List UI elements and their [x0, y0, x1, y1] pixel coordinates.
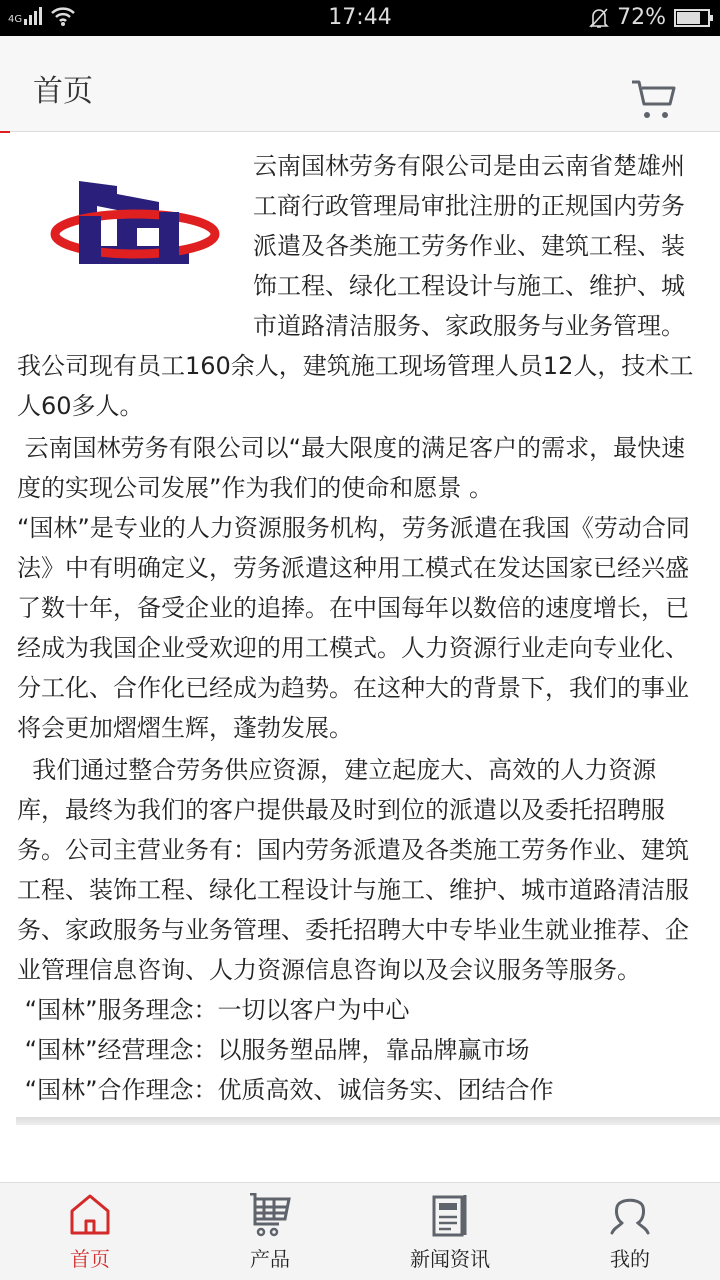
battery-icon [674, 9, 710, 27]
mission-paragraph: 云南国林劳务有限公司以“最大限度的满足客户的需求，最快速度的实现公司发展”作为我们的使命和愿景 。 [17, 434, 686, 502]
image-strip [16, 1117, 720, 1125]
about-paragraph: “国林”是专业的人力资源服务机构，劳务派遣在我国《劳动合同法》中有明确定义，劳务派遣这种用工模式在发达国家已经兴盛了数十年，备受企业的追捧。在中国每年以数倍的速度增长，已经成为我国企业受欢迎的用工模式。人力资源行业走向专业化、分工化、合作化已经成为趋势。在这种大的背景下，我们的事业将会更加熠熠生辉，蓬勃发展。 [17, 514, 690, 742]
tab-label: 产品 [250, 1247, 290, 1271]
tab-home[interactable] [0, 1183, 180, 1280]
company-intro [17, 146, 701, 1110]
bottom-tab-bar [0, 1182, 720, 1280]
network-type: 4G [8, 14, 23, 25]
bell-muted-icon [589, 7, 609, 29]
tab-products[interactable] [180, 1183, 360, 1280]
home-icon [68, 1193, 112, 1237]
tab-label: 首页 [70, 1247, 110, 1271]
battery-percent: 72% [617, 5, 666, 30]
business-paragraph: 我们通过整合劳务供应资源，建立起庞大、高效的人力资源库，最终为我们的客户提供最及时到位的派遣以及委托招聘服务。公司主营业务有：国内劳务派遣及各类施工劳务作业、建筑工程、装饰工程、绿化工程设计与施工、维护、城市道路清洁服务、家政服务与业务管理、委托招聘大中专毕业生就业推荐、企业管理信息咨询、人力资源信息咨询以及会议服务等服务。 [17, 756, 689, 984]
tab-label: 新闻资讯 [410, 1247, 490, 1271]
service-philosophy: “国林”服务理念：一切以客户为中心 [17, 996, 410, 1024]
cooperation-philosophy: “国林”合作理念：优质高效、诚信务实、团结合作 [17, 1076, 554, 1104]
page-title: 首页 [33, 74, 93, 109]
tab-news[interactable] [360, 1183, 540, 1280]
company-logo [17, 146, 253, 346]
app-header [0, 36, 720, 132]
clock: 17:44 [328, 5, 392, 30]
tab-label: 我的 [610, 1247, 650, 1271]
user-icon [608, 1193, 652, 1237]
tab-profile[interactable] [540, 1183, 720, 1280]
intro-paragraph: 云南国林劳务有限公司是由云南省楚雄州工商行政管理局审批注册的正规国内劳务派遣及各类施工劳务作业、建筑工程、装饰工程、绿化工程设计与施工、维护、城市道路清洁服务、家政服务与业务管理。我公司现有员工160余人，建筑施工现场管理人员12人，技术工人60多人。 [17, 152, 694, 420]
business-philosophy: “国林”经营理念：以服务塑品牌，靠品牌赢市场 [17, 1036, 530, 1064]
status-bar [0, 0, 720, 36]
cart-icon[interactable] [630, 80, 676, 120]
cart-icon [248, 1193, 292, 1237]
progress-indicator [0, 131, 10, 133]
newspaper-icon [428, 1193, 472, 1237]
